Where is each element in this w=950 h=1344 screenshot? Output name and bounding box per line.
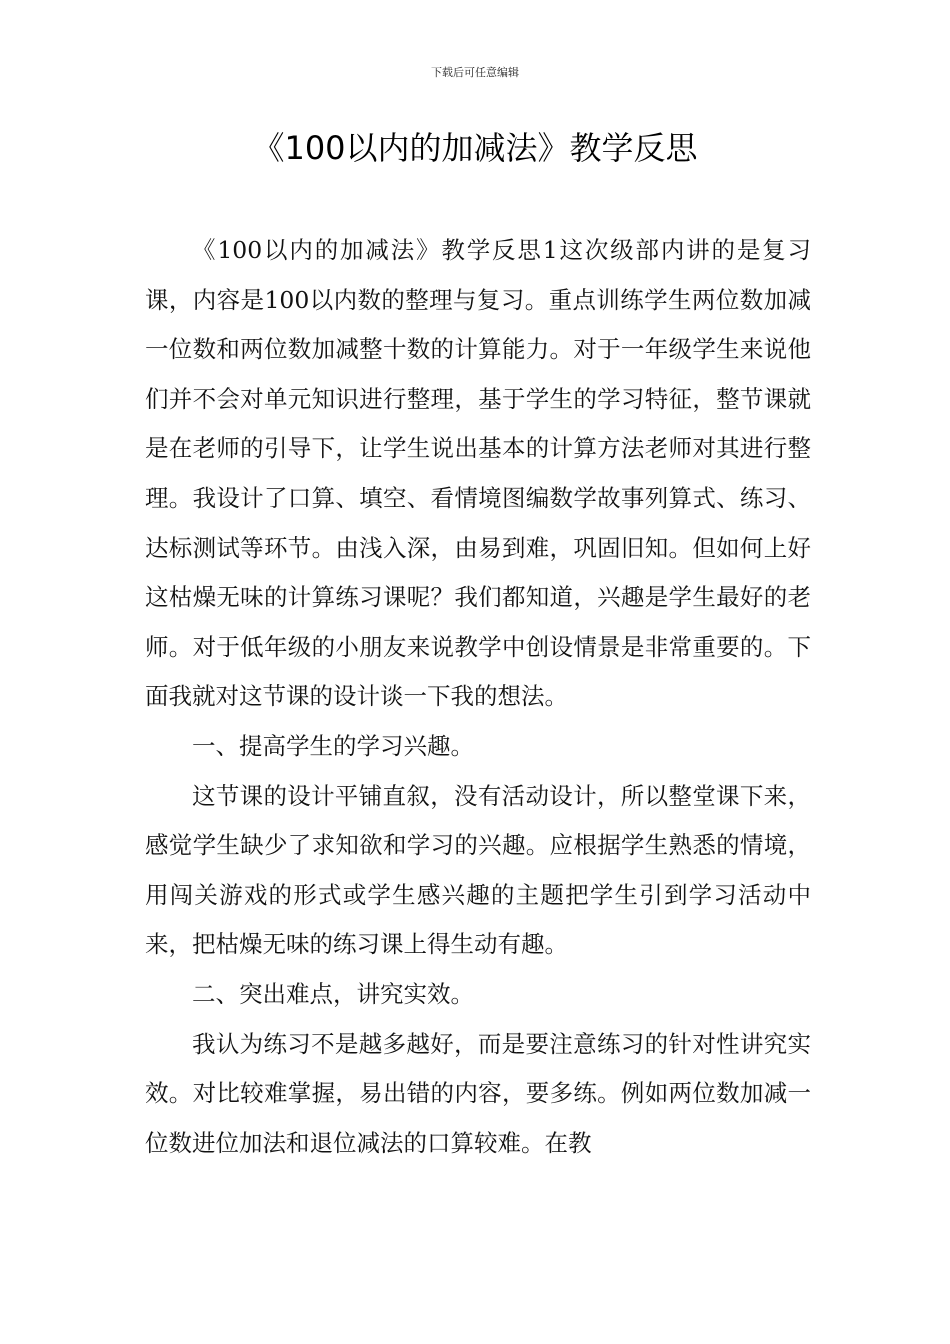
paragraph-section-1: 这节课的设计平铺直叙，没有活动设计，所以整堂课下来，感觉学生缺少了求知欲和学习的兴趣。应根据学生熟悉的情境，用闯关游戏的形式或学生感兴趣的主题把学生引到学习活动中来，把枯燥无味的练习课上得生动有趣。 — [145, 781, 811, 959]
section-heading-1: 一、提高学生的学习兴趣。 — [192, 731, 474, 760]
document-title: 《100以内的加减法》教学反思 — [252, 129, 698, 167]
document-body — [145, 226, 811, 1168]
section-heading-2: 二、突出难点，讲究实效。 — [192, 979, 474, 1008]
paragraph-intro: 《100以内的加减法》教学反思1这次级部内讲的是复习课，内容是100以内数的整理与复习。重点训练学生两位数加减一位数和两位数加减整十数的计算能力。对于一年级学生来说他们并不会对单元知识进行整理，基于学生的学习特征，整节课就是在老师的引导下，让学生说出基本的计算方法老师对其进行整理。我设计了口算、填空、看情境图编数学故事列算式、练习、达标测试等环节。由浅入深，由易到难，巩固旧知。但如何上好这枯燥无味的计算练习课呢？我们都知道，兴趣是学生最好的老师。对于低年级的小朋友来说教学中创设情景是非常重要的。下面我就对这节课的设计谈一下我的想法。 — [145, 236, 811, 711]
header-note: 下载后可任意编辑 — [431, 66, 519, 79]
paragraph-section-2: 我认为练习不是越多越好，而是要注意练习的针对性讲究实效。对比较难掌握，易出错的内容，要多练。例如两位数加减一位数进位加法和退位减法的口算较难。在教 — [145, 1029, 811, 1157]
